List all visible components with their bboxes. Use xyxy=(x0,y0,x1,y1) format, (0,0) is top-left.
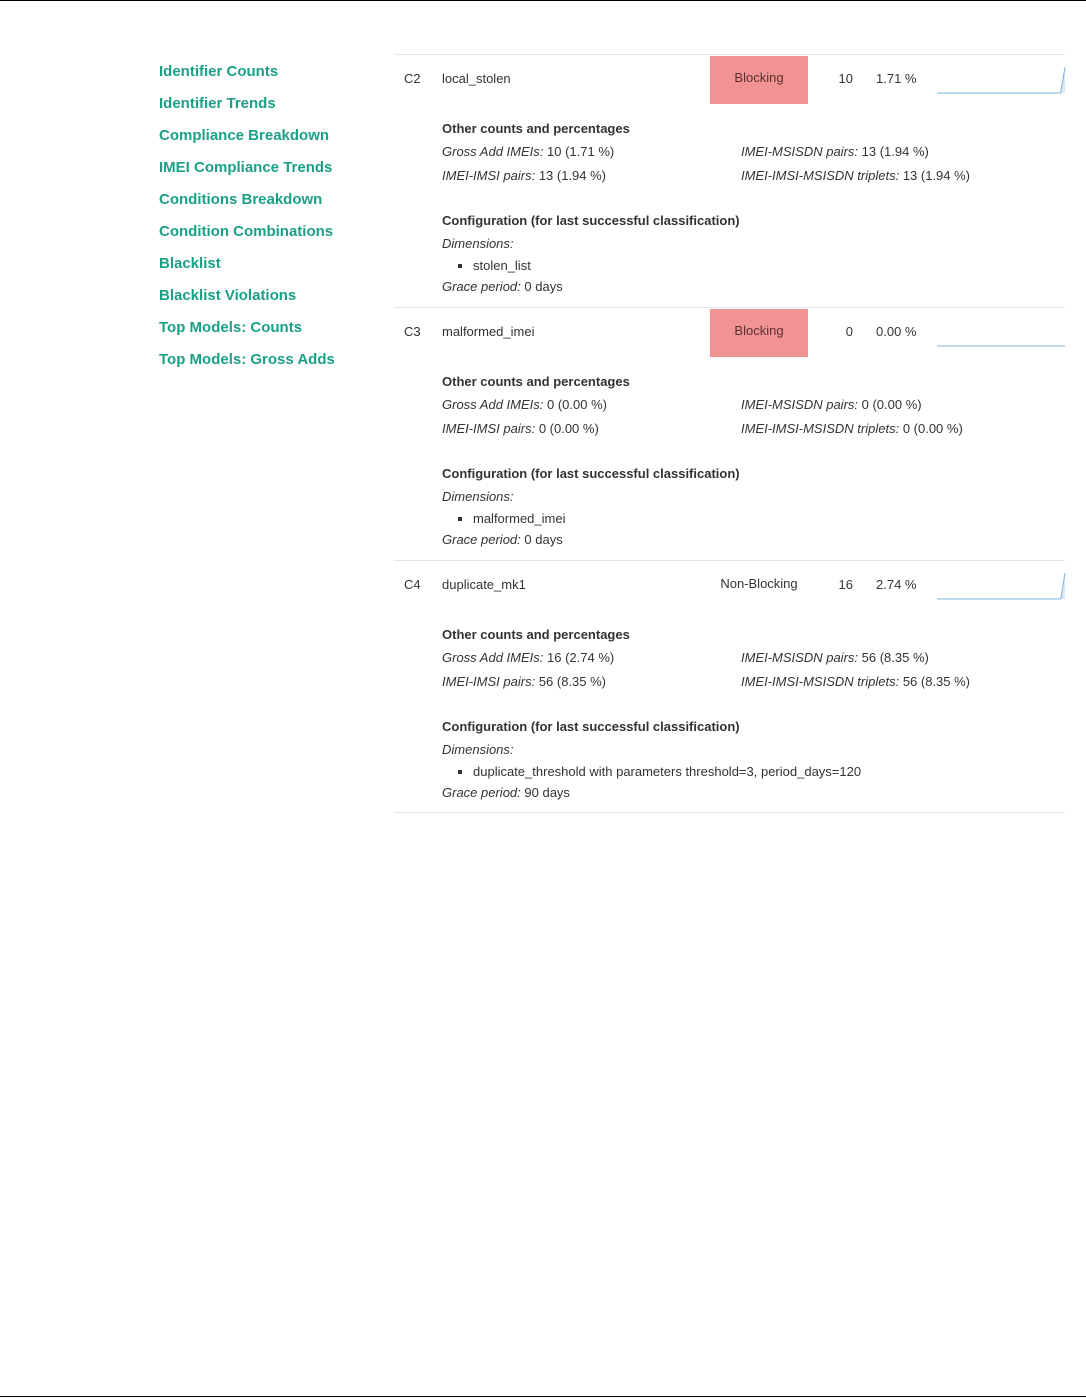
dimensions-label: Dimensions: xyxy=(442,742,514,757)
condition-name: local_stolen xyxy=(442,71,511,86)
gross-add-label: Gross Add IMEIs: xyxy=(442,397,544,412)
grace-period xyxy=(442,532,563,547)
sparkline-area xyxy=(937,573,1065,599)
dimension-text: duplicate_threshold with parameters threshold=3, period_days=120 xyxy=(473,764,862,779)
imsi-pairs-value: 56 (8.35 %) xyxy=(538,674,607,689)
triplets-label: IMEI-IMSI-MSISDN triplets: xyxy=(741,674,900,689)
condition-summary[interactable] xyxy=(394,308,1065,358)
status-badge: Non-Blocking xyxy=(720,576,798,591)
condition-count: 16 xyxy=(838,577,853,592)
condition-id: C2 xyxy=(404,71,421,86)
triplets-value: 0 (0.00 %) xyxy=(902,421,963,436)
sidebar-link-condition-combinations[interactable]: Condition Combinations xyxy=(159,223,334,240)
sparkline-line xyxy=(937,67,1065,93)
triplets-label: IMEI-IMSI-MSISDN triplets: xyxy=(741,168,900,183)
sidebar-link-identifier-counts[interactable]: Identifier Counts xyxy=(159,63,279,80)
msisdn-pairs-label: IMEI-MSISDN pairs: xyxy=(741,397,859,412)
sidebar-link-identifier-trends[interactable]: Identifier Trends xyxy=(159,95,276,112)
gross-add-value: 16 (2.74 %) xyxy=(547,650,615,665)
other-counts-heading: Other counts and percentages xyxy=(442,121,630,136)
sidebar-link-top-models-counts[interactable]: Top Models: Counts xyxy=(159,319,303,336)
sparkline-line xyxy=(937,573,1065,599)
grace-period xyxy=(442,785,570,800)
condition-percent: 0.00 % xyxy=(876,324,917,339)
dimension-item xyxy=(458,764,861,779)
sidebar-link-blacklist[interactable]: Blacklist xyxy=(159,255,221,272)
condition-row xyxy=(394,55,1065,308)
dimension-text: malformed_imei xyxy=(473,511,566,526)
triplets-stat xyxy=(741,168,970,183)
msisdn-pairs-stat xyxy=(741,650,929,665)
gross-add-value: 0 (0.00 %) xyxy=(547,397,607,412)
conditions-table xyxy=(394,54,1065,813)
msisdn-pairs-stat xyxy=(741,144,929,159)
configuration-heading: Configuration (for last successful classification) xyxy=(442,719,740,734)
grace-period-label: Grace period: xyxy=(442,785,521,800)
triplets-stat xyxy=(741,674,970,689)
gross-add-value: 10 (1.71 %) xyxy=(547,144,615,159)
sidebar-link-conditions-breakdown[interactable]: Conditions Breakdown xyxy=(159,191,323,208)
condition-name: duplicate_mk1 xyxy=(442,577,526,592)
condition-percent: 1.71 % xyxy=(876,71,917,86)
msisdn-pairs-stat xyxy=(741,397,922,412)
gross-add-stat xyxy=(442,397,607,412)
sparkline-area xyxy=(937,67,1065,93)
triplets-value: 13 (1.94 %) xyxy=(902,168,971,183)
other-counts-heading: Other counts and percentages xyxy=(442,627,630,642)
msisdn-pairs-value: 0 (0.00 %) xyxy=(861,397,922,412)
condition-row xyxy=(394,308,1065,561)
imsi-pairs-stat xyxy=(442,168,606,183)
msisdn-pairs-value: 13 (1.94 %) xyxy=(861,144,929,159)
grace-period-label: Grace period: xyxy=(442,279,521,294)
condition-count: 10 xyxy=(838,71,853,86)
triplets-label: IMEI-IMSI-MSISDN triplets: xyxy=(741,421,900,436)
imsi-pairs-value: 13 (1.94 %) xyxy=(538,168,607,183)
sidebar-link-compliance-breakdown[interactable]: Compliance Breakdown xyxy=(159,127,330,144)
sidebar-link-blacklist-violations[interactable]: Blacklist Violations xyxy=(159,287,297,304)
msisdn-pairs-label: IMEI-MSISDN pairs: xyxy=(741,650,859,665)
gross-add-stat xyxy=(442,650,614,665)
grace-period-value: 0 days xyxy=(524,532,563,547)
condition-count: 0 xyxy=(845,324,853,339)
grace-period-label: Grace period: xyxy=(442,532,521,547)
imsi-pairs-stat xyxy=(442,674,606,689)
grace-period-value: 90 days xyxy=(524,785,570,800)
gross-add-label: Gross Add IMEIs: xyxy=(442,650,544,665)
page-top-rule xyxy=(0,0,1086,1)
status-badge: Blocking xyxy=(710,56,808,104)
configuration-heading: Configuration (for last successful classification) xyxy=(442,466,740,481)
trend-sparkline xyxy=(936,571,1066,601)
sidebar-link-top-models-gross-adds[interactable]: Top Models: Gross Adds xyxy=(159,351,335,368)
bullet-icon xyxy=(458,264,462,268)
grace-period xyxy=(442,279,563,294)
triplets-stat xyxy=(741,421,963,436)
condition-summary[interactable] xyxy=(394,561,1065,611)
condition-name: malformed_imei xyxy=(442,324,535,339)
condition-percent: 2.74 % xyxy=(876,577,917,592)
condition-id: C3 xyxy=(404,324,421,339)
other-counts-heading: Other counts and percentages xyxy=(442,374,630,389)
imsi-pairs-value: 0 (0.00 %) xyxy=(538,421,599,436)
dimension-text: stolen_list xyxy=(473,258,531,273)
trend-sparkline xyxy=(936,65,1066,95)
dimensions-label: Dimensions: xyxy=(442,489,514,504)
imsi-pairs-label: IMEI-IMSI pairs: xyxy=(442,674,536,689)
trend-sparkline xyxy=(936,318,1066,348)
imsi-pairs-stat xyxy=(442,421,599,436)
condition-row xyxy=(394,561,1065,813)
sidebar-nav xyxy=(159,62,379,382)
grace-period-value: 0 days xyxy=(524,279,563,294)
imsi-pairs-label: IMEI-IMSI pairs: xyxy=(442,168,536,183)
imsi-pairs-label: IMEI-IMSI pairs: xyxy=(442,421,536,436)
gross-add-label: Gross Add IMEIs: xyxy=(442,144,544,159)
bullet-icon xyxy=(458,770,462,774)
gross-add-stat xyxy=(442,144,614,159)
dimension-item xyxy=(458,511,565,526)
condition-summary[interactable] xyxy=(394,55,1065,105)
msisdn-pairs-value: 56 (8.35 %) xyxy=(861,650,929,665)
sidebar-link-imei-compliance-trends[interactable]: IMEI Compliance Trends xyxy=(159,159,333,176)
dimension-item xyxy=(458,258,531,273)
page-bottom-rule xyxy=(0,1396,1086,1397)
bullet-icon xyxy=(458,517,462,521)
msisdn-pairs-label: IMEI-MSISDN pairs: xyxy=(741,144,859,159)
dimensions-label: Dimensions: xyxy=(442,236,514,251)
condition-id: C4 xyxy=(404,577,421,592)
status-badge: Blocking xyxy=(710,309,808,357)
configuration-heading: Configuration (for last successful classification) xyxy=(442,213,740,228)
triplets-value: 56 (8.35 %) xyxy=(902,674,971,689)
